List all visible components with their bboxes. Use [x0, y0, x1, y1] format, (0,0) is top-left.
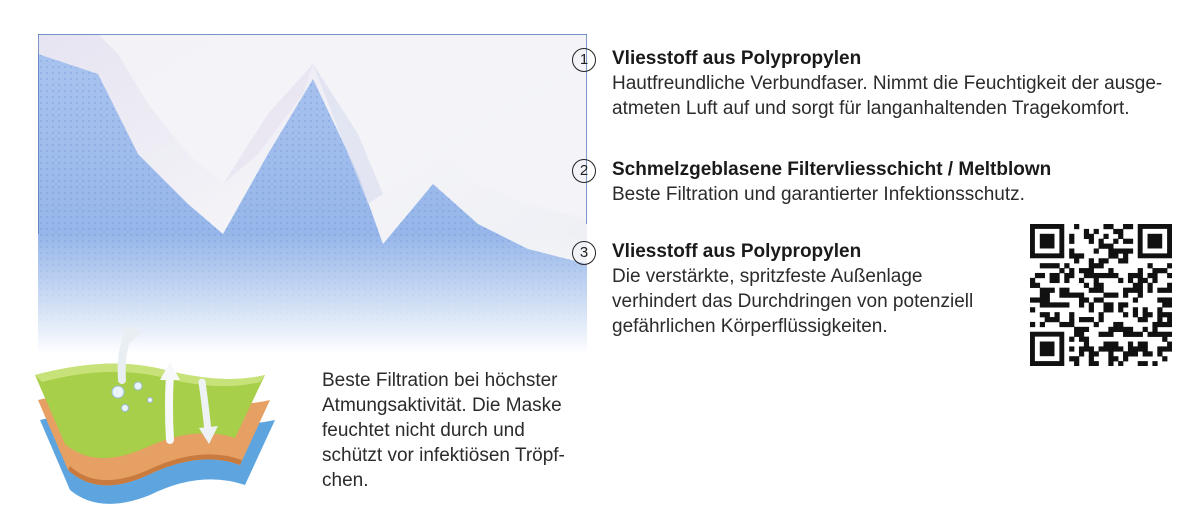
layer-description — [612, 71, 1162, 121]
breathability-caption — [322, 368, 582, 493]
layer-description-line: Die verstärkte, spritzfeste Außenlage — [612, 266, 923, 287]
layer-description-line: Beste Filtration und garantierter Infektionsschutz. — [612, 184, 1025, 205]
layer-number-badge: 3 — [572, 241, 596, 265]
layer-number-badge: 1 — [572, 48, 596, 72]
layer-description-line: verhindert das Durchdringen von potenziell — [612, 291, 974, 312]
layer-description-line: gefährlichen Körperflüssigkeiten. — [612, 316, 888, 337]
layer-description — [612, 264, 973, 339]
layer-description — [612, 182, 1025, 207]
fabric-layers-photo — [38, 34, 587, 354]
breathability-layers-icon — [30, 320, 290, 520]
layer-title: Vliesstoff aus Polypropylen — [612, 241, 862, 262]
caption-line: feuchtet nicht durch und — [322, 420, 525, 441]
qr-code[interactable] — [1030, 224, 1172, 366]
caption-line: schützt vor infektiösen Tröpf- — [322, 445, 565, 466]
layer-description-line: atmeten Luft auf und sorgt für langanhaltenden Tragekomfort. — [612, 98, 1130, 119]
layer-title: Schmelzgeblasene Filtervliesschicht / Meltblown — [612, 159, 1052, 180]
caption-line: Atmungsaktivität. Die Maske — [322, 395, 562, 416]
layer-title: Vliesstoff aus Polypropylen — [612, 48, 862, 69]
caption-line: Beste Filtration bei höchster — [322, 370, 558, 391]
layer-number-badge: 2 — [572, 159, 596, 183]
layer-description-line: Hautfreundliche Verbundfaser. Nimmt die Feuchtigkeit der ausge- — [612, 73, 1163, 94]
caption-line: chen. — [322, 470, 369, 491]
